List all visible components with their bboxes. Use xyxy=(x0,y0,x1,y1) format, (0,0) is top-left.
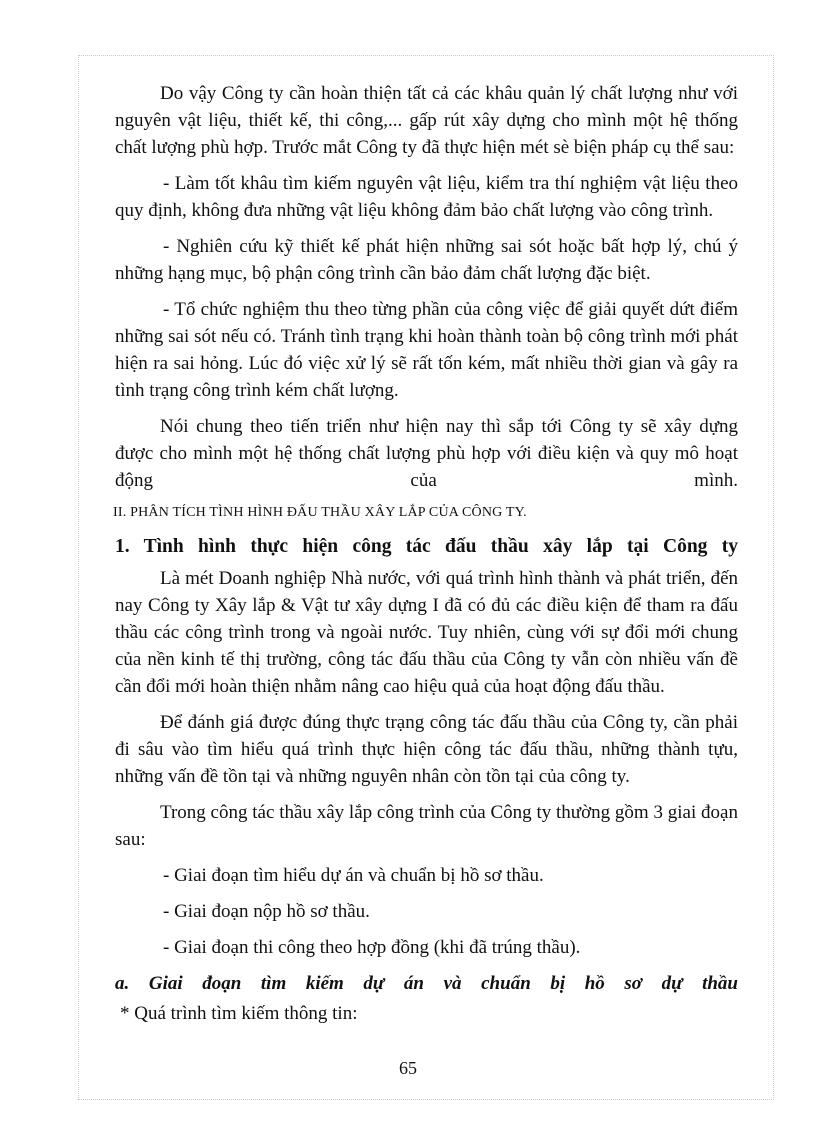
bullet-acceptance: - Tổ chức nghiệm thu theo từng phần của công việc để giải quyết dứt điểm những sai sót nếu có. Tránh tình trạng khi hoàn thành toàn bộ công trình mới phát hiện ra sai hỏng. Lúc đó việc xử lý sẽ rất tốn kém, mất nhiều thời gian và gây ra tình trạng công trình kém chất lượng. xyxy=(115,299,738,401)
paragraph-quality-intro: Do vậy Công ty cần hoàn thiện tất cả các khâu quản lý chất lượng như với nguyên vật liệu, thiết kế, thi công,... gấp rút xây dựng cho mình một hệ thống chất lượng phù hợp. Trước mắt Công ty đã thực hiện mét sè biện pháp cụ thể sau: xyxy=(115,83,738,158)
paragraph-company-overview: Là mét Doanh nghiệp Nhà nước, với quá trình hình thành và phát triển, đến nay Công ty Xây lắp & Vật tư xây dựng I đã có đủ các điều kiện để tham ra đấu thầu các công trình trong và ngoài nước. Tuy nhiên, cùng với sự đổi mới chung của nền kinh tế thị trường, công tác đấu thầu của Công ty vẫn còn nhiều vấn đề cần đổi mới hoàn thiện nhằm nâng cao hiệu quả của hoạt động đấu thầu. xyxy=(115,568,738,697)
paragraph-assessment: Để đánh giá được đúng thực trạng công tác đấu thầu của Công ty, cần phải đi sâu vào tìm hiểu quá trình thực hiện công tác đấu thầu, những thành tựu, những vấn đề tồn tại và những nguyên nhân còn tồn tại của công ty. xyxy=(115,712,738,787)
paragraph-stages-intro: Trong công tác thầu xây lắp công trình của Công ty thường gồm 3 giai đoạn sau: xyxy=(115,802,738,850)
subsection-heading-a: a. Giai đoạn tìm kiếm dự án và chuẩn bị hồ sơ dự thầu xyxy=(115,973,738,994)
bullet-materials: - Làm tốt khâu tìm kiếm nguyên vật liệu, kiểm tra thí nghiệm vật liệu theo quy định, không đưa những vật liệu không đảm bảo chất lượng vào công trình. xyxy=(115,173,738,221)
paragraph-quality-outlook: Nói chung theo tiến triển như hiện nay thì sắp tới Công ty sẽ xây dựng được cho mình một hệ thống chất lượng phù hợp với điều kiện và quy mô hoạt động của mình. xyxy=(115,416,738,491)
page-content xyxy=(115,80,738,1027)
bullet-stage-2: - Giai đoạn nộp hồ sơ thầu. xyxy=(163,901,370,922)
section-heading: II. PHÂN TÍCH TÌNH HÌNH ĐẤU THẦU XÂY LẮP CỦA CÔNG TY. xyxy=(113,505,527,520)
bullet-stage-3: - Giai đoạn thi công theo hợp đồng (khi đã trúng thầu). xyxy=(163,937,581,958)
star-line: * Quá trình tìm kiếm thông tin: xyxy=(120,1003,358,1024)
bullet-stage-1: - Giai đoạn tìm hiểu dự án và chuẩn bị hồ sơ thầu. xyxy=(163,865,544,886)
page-number: 65 xyxy=(399,1058,417,1078)
subsection-heading-1: 1. Tình hình thực hiện công tác đấu thầu xây lắp tại Công ty xyxy=(115,536,738,557)
bullet-design-review: - Nghiên cứu kỹ thiết kế phát hiện những sai sót hoặc bất hợp lý, chú ý những hạng mục, bộ phận công trình cần bảo đảm chất lượng đặc biệt. xyxy=(115,236,738,284)
